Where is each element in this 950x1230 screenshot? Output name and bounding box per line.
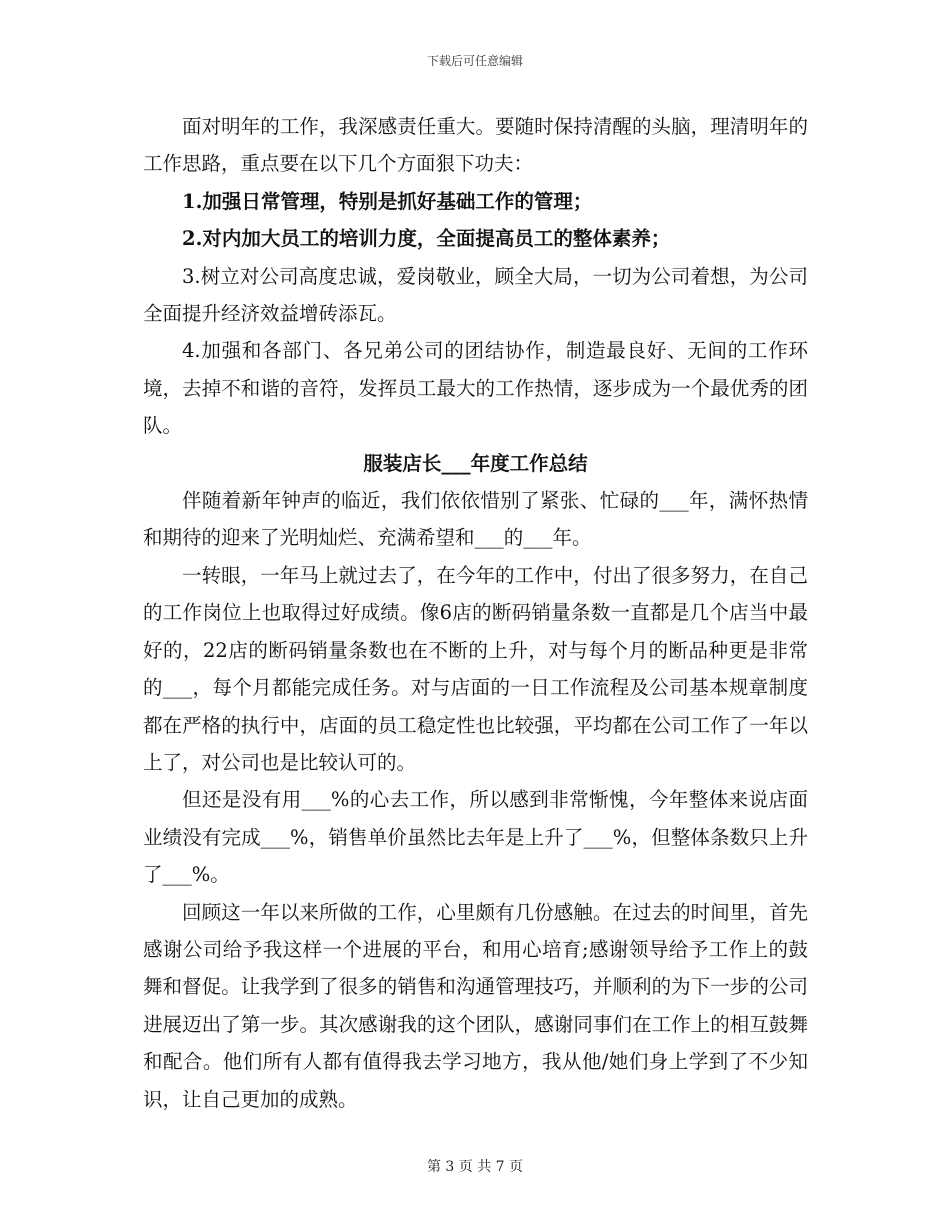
paragraph-new-year: 伴随着新年钟声的临近，我们依依惜别了紧张、忙碌的___年，满怀热情和期待的迎来了光明灿烂、充满希望和___的___年。 (143, 489, 808, 550)
paragraph-intro: 面对明年的工作，我深感责任重大。要随时保持清醒的头脑，理清明年的工作思路，重点要在以下几个方面狠下功夫： (143, 115, 808, 176)
paragraph-reflection: 回顾这一年以来所做的工作，心里颇有几份感触。在过去的时间里，首先感谢公司给予我这样一个进展的平台，和用心培育;感谢领导给予工作上的鼓舞和督促。让我学到了很多的销售和沟通管理技巧，并顺利的为下一步的公司进展迈出了第一步。其次感谢我的这个团队，感谢同事们在工作上的相互鼓舞和配合。他们所有人都有值得我去学习地方，我从他/她们身上学到了不少知识，让自己更加的成熟。 (143, 900, 808, 1111)
list-item-4: 4.加强和各部门、各兄弟公司的团结协作，制造最良好、无间的工作环境，去掉不和谐的音符，发挥员工最大的工作热情，逐步成为一个最优秀的团队。 (143, 339, 808, 438)
page-header-note: 下载后可任意编辑 (426, 54, 523, 68)
document-body (143, 108, 808, 1118)
list-item-1: 1.加强日常管理，特别是抓好基础工作的管理； (182, 189, 593, 213)
paragraph-achievements: 一转眼，一年马上就过去了，在今年的工作中，付出了很多努力，在自己的工作岗位上也取得过好成绩。像6店的断码销量条数一直都是几个店当中最好的，22店的断码销量条数也在不断的上升，对与每个月的断品种更是非常的___，每个月都能完成任务。对与店面的一日工作流程及公司基本规章制度都在严格的执行中，店面的员工稳定性也比较强，平均都在公司工作了一年以上了，对公司也是比较认可的。 (143, 563, 808, 774)
page-number: 第 3 页 共 7 页 (426, 1159, 524, 1175)
list-item-3: 3.树立对公司高度忠诚，爱岗敬业，顾全大局，一切为公司着想，为公司全面提升经济效益增砖添瓦。 (143, 264, 808, 326)
section-title: 服装店长___年度工作总结 (363, 451, 588, 475)
paragraph-shortcomings: 但还是没有用___%的心去工作，所以感到非常惭愧，今年整体来说店面业绩没有完成___%，销售单价虽然比去年是上升了___%，但整体条数只上升了___%。 (143, 788, 808, 887)
list-item-2: 2.对内加大员工的培训力度，全面提高员工的整体素养； (182, 227, 671, 251)
